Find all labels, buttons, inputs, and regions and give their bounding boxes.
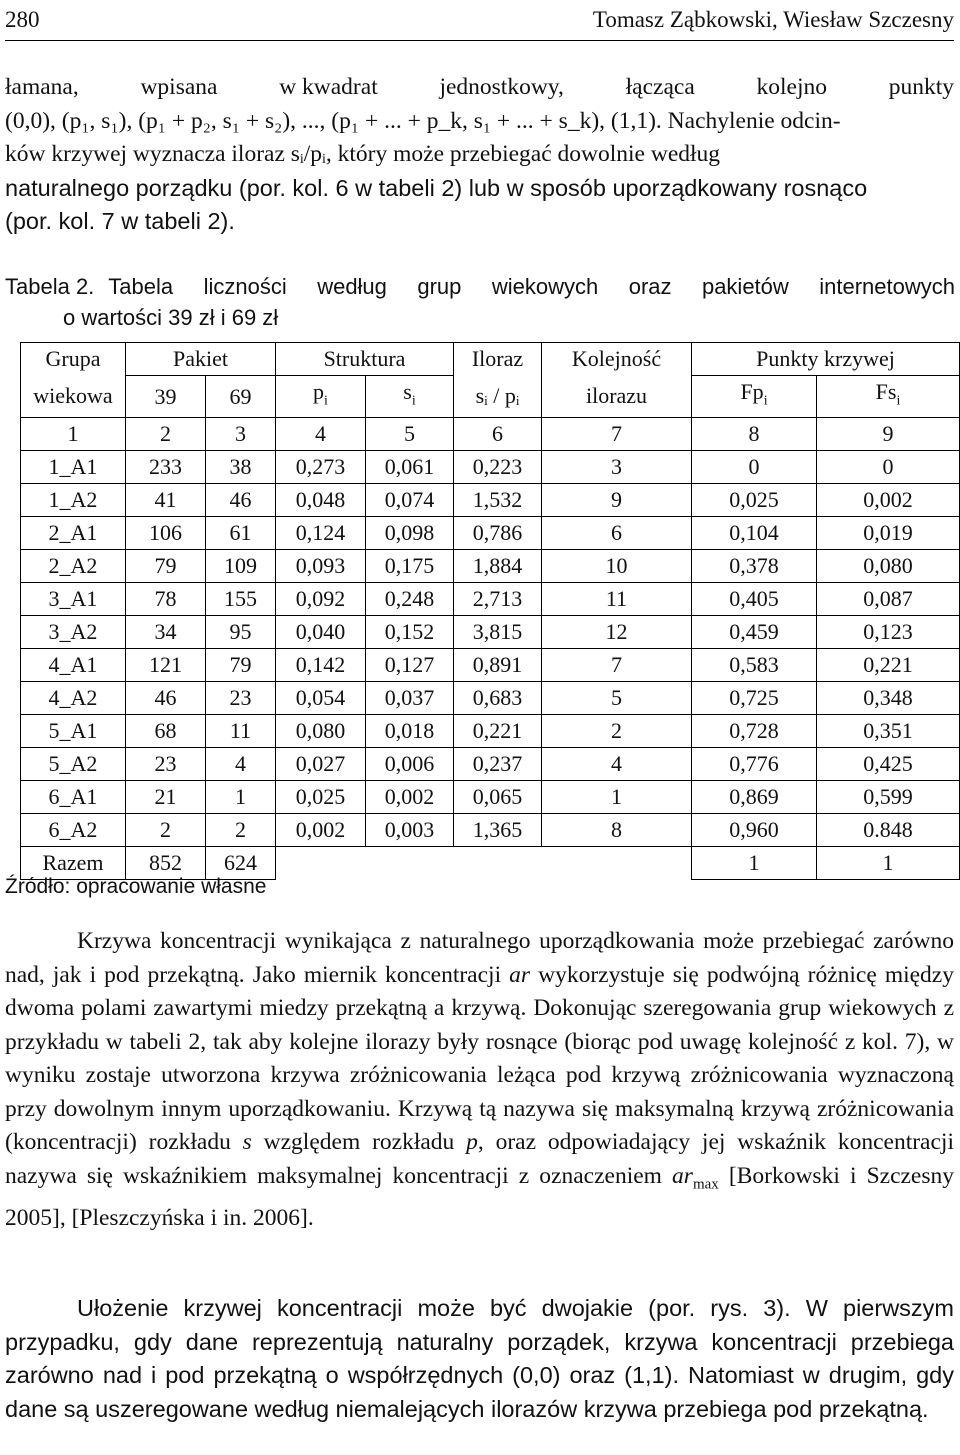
table-cell: 4 [206, 748, 276, 781]
col-head-pakiet: Pakiet [126, 343, 276, 376]
col-head-fpi [692, 376, 817, 418]
text: wykorzystuje się podwójną różnicę między dwoma polami zawartymi miedzy przekątną a krzywą. Dokonując szeregowania grup wiekowych z przykładu w tabeli 2, tak aby kolejne ilorazy były rosnące (biorąc pod uwagę kolejność z kol. 7), w wyniku zostaje utworzona krzywa zróżnicowania leżąca pod krzywą zróżnicowania wyznaczoną przy dowolnym innym uporządkowaniu. Krzywą tą nazywa się maksymalną krzywą zróżnicowania (koncentracji) rozkładu [5, 961, 954, 1155]
table-cell: 0,074 [366, 484, 454, 517]
table-row [21, 484, 960, 517]
table-cell: 10 [542, 550, 692, 583]
text: względem rozkładu [251, 1129, 467, 1155]
col-head-39: 39 [126, 376, 206, 418]
table-cell: 8 [542, 814, 692, 847]
data-table [20, 342, 960, 880]
fsi-label: Fs [875, 379, 897, 404]
table-cell: 0,002 [276, 814, 366, 847]
table-cell: 0,221 [454, 715, 542, 748]
si-label: s [403, 379, 412, 404]
symbol-p: p [466, 1129, 478, 1155]
table-cell: 12 [542, 616, 692, 649]
total-39: 852 [126, 847, 206, 880]
table-cell: 0,223 [454, 451, 542, 484]
table-cell: 0,248 [366, 583, 454, 616]
table-row [21, 550, 960, 583]
table-cell: 2_A1 [21, 517, 126, 550]
intro-line-3: ków krzywej wyznacza iloraz sᵢ/pᵢ, który może przebiegać dowolnie według [5, 141, 721, 167]
table-cell: 3_A1 [21, 583, 126, 616]
word: kolejno [756, 74, 827, 100]
table-cell: 0,599 [817, 781, 960, 814]
table-cell: 0,960 [692, 814, 817, 847]
table-row [21, 583, 960, 616]
table-cell: 1_A1 [21, 451, 126, 484]
table-cell: 0 [817, 451, 960, 484]
col-head-iloraz: Iloraz [454, 343, 542, 376]
col-head-group-2: wiekowa [21, 376, 126, 418]
table-cell: 0,104 [692, 517, 817, 550]
intro-line-5: (por. kol. 7 w tabeli 2). [5, 208, 235, 234]
table-cell: 0,054 [276, 682, 366, 715]
symbol-ar: ar [509, 961, 531, 988]
table-cell: 0,273 [276, 451, 366, 484]
col-number: 6 [454, 418, 542, 451]
col-head-si [366, 376, 454, 418]
fpi-label: Fp [740, 379, 764, 404]
table-cell: 2 [542, 715, 692, 748]
table-cell: 0,018 [366, 715, 454, 748]
si-sub: i [411, 393, 416, 409]
table-row [21, 682, 960, 715]
intro-line-2: (0,0), (p₁, s₁), (p₁ + p₂, s₁ + s₂), ..., (p₁ + ... + p_k, s₁ + ... + s_k), (1,1). Nachylenie odcin- [5, 107, 841, 134]
table-cell: 0,725 [692, 682, 817, 715]
table-cell: 1 [206, 781, 276, 814]
table-cell: 11 [206, 715, 276, 748]
table-cell: 38 [206, 451, 276, 484]
table-cell: 11 [542, 583, 692, 616]
table-cell: 109 [206, 550, 276, 583]
table-cell: 0,405 [692, 583, 817, 616]
table-cell: 95 [206, 616, 276, 649]
table-row [21, 748, 960, 781]
table-cell: 61 [206, 517, 276, 550]
table-cell: 0,002 [366, 781, 454, 814]
table-cell: 0,025 [276, 781, 366, 814]
body-paragraph-2 [5, 925, 954, 1235]
header-row-2 [21, 376, 960, 418]
table-cell: 9 [542, 484, 692, 517]
table-cell: 0,127 [366, 649, 454, 682]
table-cell: 68 [126, 715, 206, 748]
fsi-sub: i [896, 393, 901, 409]
symbol-s: s [242, 1129, 252, 1155]
table-cell: 6 [542, 517, 692, 550]
intro-paragraph [5, 71, 954, 239]
table-caption [5, 271, 955, 333]
table-cell: 0,087 [817, 583, 960, 616]
table-cell: 106 [126, 517, 206, 550]
intro-line-4: naturalnego porządku (por. kol. 6 w tabeli 2) lub w sposób uporządkowany rosnąco [5, 174, 868, 201]
table-cell: 1,365 [454, 814, 542, 847]
header-row-1 [21, 343, 960, 376]
table-cell: 23 [126, 748, 206, 781]
table-cell: 0,869 [692, 781, 817, 814]
table-row [21, 517, 960, 550]
col-head-pi [276, 376, 366, 418]
total-fsi: 1 [817, 847, 960, 880]
table-cell: 3 [542, 451, 692, 484]
text: , oraz odpowiadający jej wskaźnik koncentracji nazywa się wskaźnikiem maksymalnej koncentracji z oznaczeniem [5, 1129, 954, 1189]
col-number: 5 [366, 418, 454, 451]
table-row [21, 814, 960, 847]
table-row [21, 616, 960, 649]
symbol-max-sub: max [692, 1176, 719, 1193]
table-cell: 5_A2 [21, 748, 126, 781]
table-cell: 7 [542, 649, 692, 682]
col-head-punkty: Punkty krzywej [692, 343, 960, 376]
table-cell: 0,080 [276, 715, 366, 748]
table-cell: 46 [126, 682, 206, 715]
table-cell: 1 [542, 781, 692, 814]
table-body [21, 451, 960, 847]
table-cell: 2_A2 [21, 550, 126, 583]
table-cell: 0,002 [817, 484, 960, 517]
text: [Borkowski i Szczesny 2005], [Pleszczyńska i in. 2006]. [5, 1162, 955, 1231]
table-cell: 2 [126, 814, 206, 847]
table-cell: 0,891 [454, 649, 542, 682]
col-head-kolejnosc-2: ilorazu [542, 376, 692, 418]
table-cell: 0,425 [817, 748, 960, 781]
table-cell: 0,003 [366, 814, 454, 847]
col-number: 2 [126, 418, 206, 451]
text: Krzywa koncentracji wynikająca z naturalnego uporządkowania może przebiegać zarówno nad, jak i pod przekątną. Jako miernik koncentracji [5, 928, 954, 988]
table-cell: 6_A1 [21, 781, 126, 814]
table-cell: 0,040 [276, 616, 366, 649]
table-cell: 78 [126, 583, 206, 616]
table-cell: 121 [126, 649, 206, 682]
table-cell: 4_A2 [21, 682, 126, 715]
table-cell: 1,532 [454, 484, 542, 517]
table-cell: 155 [206, 583, 276, 616]
table-cell: 6_A2 [21, 814, 126, 847]
table-cell: 0,378 [692, 550, 817, 583]
col-head-group: Grupa [21, 343, 126, 376]
word: łącząca [625, 74, 695, 100]
pi-sub: i [324, 393, 328, 409]
col-number: 4 [276, 418, 366, 451]
caption-line-2: o wartości 39 zł i 69 zł [63, 305, 279, 330]
table-cell: 0,027 [276, 748, 366, 781]
pi-label: p [313, 379, 325, 404]
running-head-authors: Tomasz Ząbkowski, Wiesław Szczesny [592, 7, 954, 32]
word: łamana, [5, 74, 79, 100]
page-number: 280 [5, 7, 40, 32]
table-cell: 0,124 [276, 517, 366, 550]
table-source: Źródło: opracowanie własne [5, 875, 267, 898]
symbol-ar-max: ar [672, 1162, 693, 1189]
table-cell: 0,351 [817, 715, 960, 748]
total-label: Razem [21, 847, 126, 880]
table-cell: 0.848 [817, 814, 960, 847]
table-cell: 0,061 [366, 451, 454, 484]
table-cell: 0,683 [454, 682, 542, 715]
table-cell: 5_A1 [21, 715, 126, 748]
table-cell: 233 [126, 451, 206, 484]
table-cell: 21 [126, 781, 206, 814]
table-cell: 3,815 [454, 616, 542, 649]
table-cell: 0,080 [817, 550, 960, 583]
total-69: 624 [206, 847, 276, 880]
caption-line-1: Tabela liczności według grup wiekowych oraz pakietów internetowych [108, 274, 955, 299]
table-cell: 0,152 [366, 616, 454, 649]
fpi-sub: i [763, 393, 768, 409]
table-cell: 41 [126, 484, 206, 517]
table-cell: 0,093 [276, 550, 366, 583]
table-cell: 1,884 [454, 550, 542, 583]
table-cell: 0,025 [692, 484, 817, 517]
table-cell: 1_A2 [21, 484, 126, 517]
table-cell: 0,583 [692, 649, 817, 682]
table-cell: 46 [206, 484, 276, 517]
table-cell: 4_A1 [21, 649, 126, 682]
table-cell: 2 [206, 814, 276, 847]
col-head-iloraz-2: sᵢ / pᵢ [454, 376, 542, 418]
col-number: 3 [206, 418, 276, 451]
table-cell: 0,175 [366, 550, 454, 583]
col-head-kolejnosc: Kolejność [542, 343, 692, 376]
table-row [21, 649, 960, 682]
table-cell: 34 [126, 616, 206, 649]
table-row [21, 451, 960, 484]
table-cell: 0,348 [817, 682, 960, 715]
table-cell: 0,048 [276, 484, 366, 517]
table-cell: 5 [542, 682, 692, 715]
table-cell: 0,065 [454, 781, 542, 814]
total-empty [276, 847, 692, 880]
table-cell: 0,786 [454, 517, 542, 550]
word: jednostkowy, [439, 74, 564, 100]
col-number: 1 [21, 418, 126, 451]
word: wpisana [140, 74, 218, 100]
table-cell: 2,713 [454, 583, 542, 616]
table-cell: 79 [206, 649, 276, 682]
table-cell: 0,037 [366, 682, 454, 715]
total-fpi: 1 [692, 847, 817, 880]
table-row [21, 781, 960, 814]
numbering-row [21, 418, 960, 451]
col-number: 9 [817, 418, 960, 451]
table-row [21, 715, 960, 748]
table-cell: 0,092 [276, 583, 366, 616]
col-head-69: 69 [206, 376, 276, 418]
table-cell: 0 [692, 451, 817, 484]
table-label: Tabela 2. [5, 274, 95, 299]
page-header [5, 0, 954, 41]
table-cell: 0,098 [366, 517, 454, 550]
col-head-fsi [817, 376, 960, 418]
word: w kwadrat [279, 74, 378, 100]
table-cell: 0,006 [366, 748, 454, 781]
col-number: 8 [692, 418, 817, 451]
table-cell: 0,728 [692, 715, 817, 748]
intro-line-1 [5, 71, 954, 105]
table-cell: 0,221 [817, 649, 960, 682]
table-cell: 0,142 [276, 649, 366, 682]
table-cell: 3_A2 [21, 616, 126, 649]
table-cell: 0,237 [454, 748, 542, 781]
table-cell: 79 [126, 550, 206, 583]
table-cell: 0,019 [817, 517, 960, 550]
col-number: 7 [542, 418, 692, 451]
table-cell: 0,459 [692, 616, 817, 649]
table-cell: 4 [542, 748, 692, 781]
word: punkty [888, 74, 954, 100]
col-head-struktura: Struktura [276, 343, 454, 376]
table-cell: 0,123 [817, 616, 960, 649]
body-paragraph-3: Ułożenie krzywej koncentracji może być dwojakie (por. rys. 3). W pierwszym przypadku, gdy dane reprezentują naturalny porządek, krzywa koncentracji przebiega zarówno nad i pod przekątną o współrzędnych (0,0) oraz (1,1). Natomiast w drugim, gdy dane są uszeregowane według niemalejących ilorazów krzywa przebiega pod przekątną. [5, 1295, 954, 1422]
table-cell: 23 [206, 682, 276, 715]
table-cell: 0,776 [692, 748, 817, 781]
